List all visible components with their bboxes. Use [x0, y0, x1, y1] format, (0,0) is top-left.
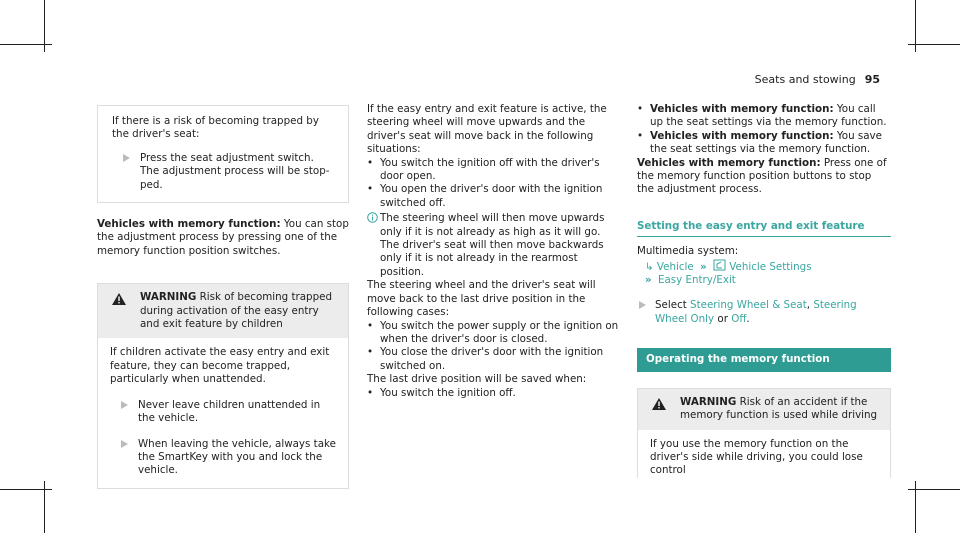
warning-triangle-icon: [652, 398, 666, 410]
menu-link-vehicle[interactable]: Vehicle: [656, 260, 694, 273]
warning-triangle-icon: [112, 293, 126, 305]
step-text: Never leave children unattended in the vehicle.: [138, 398, 321, 425]
warning-body-text: If you use the memory function on the driver's side while driving, you could lose control: [650, 437, 863, 477]
intro-text: If the easy entry and exit feature is active, the steering wheel will move upwards and the driver's seat will move back in the following situations:: [367, 103, 607, 156]
step-note: The adjustment process will be stop-ped.: [140, 165, 330, 191]
warning-body: [98, 338, 348, 487]
menu-link-vehicle-settings[interactable]: Vehicle Settings: [729, 260, 812, 273]
step: [112, 152, 334, 192]
warning-head-text: Risk of an accident if the memory function is used while driving: [680, 395, 878, 422]
section-title: Seats and stowing: [754, 73, 856, 86]
warning-box: [637, 388, 891, 478]
chevron-right-icon: »: [645, 274, 652, 287]
step-arrow-icon: [123, 154, 130, 162]
step: [637, 299, 891, 326]
crop-mark: [44, 0, 45, 52]
page-header: [755, 73, 880, 86]
step-arrow-icon: [121, 401, 128, 409]
info-note: [367, 212, 622, 279]
memory-label: Vehicles with memory function:: [97, 218, 281, 231]
list-item: • You open the driver's door with the ignition switched off.: [367, 183, 603, 209]
section-banner: Operating the memory function: [637, 348, 891, 371]
column-1: [97, 105, 349, 489]
warning-label: WARNING: [140, 291, 197, 304]
column-2: [367, 103, 622, 400]
warning-body: [638, 430, 890, 478]
box-intro: If there is a risk of becoming trapped by the driver's seat:: [112, 115, 319, 141]
trap-box: [97, 105, 349, 203]
step-text: Press the seat adjustment switch.: [140, 151, 314, 164]
crop-mark: [44, 481, 45, 533]
step-arrow-icon: [639, 301, 646, 309]
warning-label: WARNING: [680, 395, 737, 408]
crop-mark: [915, 0, 916, 52]
memory-text: You can stop the adjustment process by pressing one of the memory function position switches.: [97, 218, 349, 257]
section-heading: Setting the easy entry and exit feature: [637, 220, 891, 237]
step-arrow-icon: [121, 440, 128, 448]
column-3: [637, 103, 891, 478]
list-item: • You switch the ignition off with the driver's door open.: [367, 156, 600, 183]
list-item: • You switch the ignition off.: [367, 386, 516, 399]
warning-head-text: Risk of becoming trapped during activation of the easy entry and exit feature by children: [140, 291, 332, 331]
list-item: • You close the driver's door with the ignition switched on.: [367, 346, 604, 372]
step-text: Select Steering Wheel & Seat, Steering Wheel Only or Off.: [655, 299, 857, 325]
crop-mark: [915, 481, 916, 533]
list-item: • Vehicles with memory function: You call up the seat settings via the memory function.: [637, 103, 887, 129]
memory-note: [97, 218, 349, 258]
option-steering-wheel-only[interactable]: Steering Wheel Only: [655, 299, 857, 325]
paragraph: Vehicles with memory function: Press one of the memory function position buttons to stop the adjustment process.: [637, 156, 887, 196]
step: [110, 438, 336, 478]
info-text: The steering wheel will then move upwards only if it is not already as high as it will go. The driver's seat will then move backwards only if it is not already in the rearmost position.: [380, 212, 605, 278]
warning-header: [638, 389, 890, 430]
menu-path: [637, 274, 891, 287]
page-number: 95: [864, 73, 880, 86]
car-seat-icon: [713, 259, 726, 271]
step: [110, 399, 336, 426]
list-item: • Vehicles with memory function: You save the seat settings via the memory function.: [637, 129, 882, 156]
paragraph: The last drive position will be saved when:: [367, 373, 587, 386]
menu-link-easy-entry[interactable]: Easy Entry/Exit: [657, 274, 736, 287]
return-arrow-icon: ↳: [645, 260, 654, 273]
warning-box: [97, 283, 349, 488]
step-text: When leaving the vehicle, always take the SmartKey with you and lock the vehicle.: [138, 437, 336, 477]
menu-path: [637, 259, 891, 274]
option-off[interactable]: Off: [731, 312, 747, 325]
multimedia-label: Multimedia system:: [637, 245, 739, 258]
option-steering-wheel-seat[interactable]: Steering Wheel & Seat: [690, 299, 807, 312]
warning-body-text: If children activate the easy entry and exit feature, they can become trapped, particularly when unattended.: [110, 346, 330, 386]
warning-header: [98, 284, 348, 338]
info-icon: [367, 212, 378, 223]
chevron-right-icon: »: [700, 260, 707, 273]
list-item: • You switch the power supply or the ignition on when the driver's door is closed.: [367, 319, 619, 345]
paragraph: The steering wheel and the driver's seat will move back to the last drive position in the following cases:: [367, 279, 596, 319]
